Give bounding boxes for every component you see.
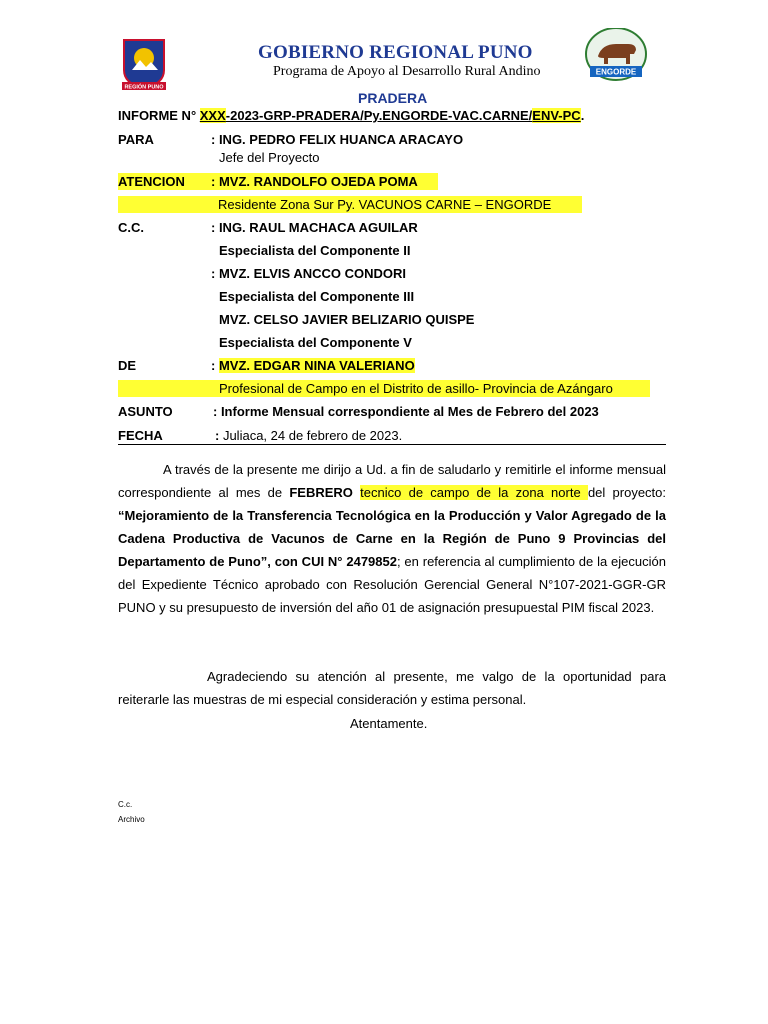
fecha-colon: :: [215, 428, 220, 443]
asunto-label: ASUNTO: [118, 404, 173, 419]
cc-role-3: Especialista del Componente V: [219, 335, 412, 350]
p1-intro: A través de la presente me dirijo a Ud. a fin de saludarlo y remitirle el informe mensual correspondiente al mes de: [118, 462, 666, 500]
org-name: GOBIERNO REGIONAL PUNO: [258, 42, 533, 63]
de-value: [211, 358, 415, 373]
logo-left-text: REGIÓN PUNO: [124, 84, 164, 91]
department-title: PRADERA: [358, 90, 428, 106]
report-middle: -2023-GRP-PRADERA/Py.ENGORDE-VAC.CARNE/: [225, 108, 533, 123]
engorde-logo: [584, 28, 648, 84]
report-prefix: INFORME N°: [118, 108, 200, 123]
p1-project-name: “Mejoramiento de la Transferencia Tecnológica en la Producción y Valor Agregado de la Cadena Productiva de Vacunos de Carne en la Región de Puno 9 Provincias del Departamento de Puno”, con CUI N° 2479852: [118, 508, 666, 569]
org-program: Programa de Apoyo al Desarrollo Rural Andino: [273, 64, 541, 79]
atencion-role: Residente Zona Sur Py. VACUNOS CARNE – ENGORDE: [218, 197, 552, 212]
de-colon: :: [211, 358, 219, 373]
p1-highlight: tecnico de campo de la zona norte: [360, 485, 588, 500]
cc-role-2: Especialista del Componente III: [219, 289, 415, 304]
footer-cc: C.c.: [118, 800, 133, 809]
atencion-name: : MVZ. RANDOLFO OJEDA POMA: [211, 174, 418, 189]
atencion-label: ATENCION: [118, 174, 185, 189]
p1-rest: ; en referencia al cumplimiento de la ejecución del Expediente Técnico aprobado con Resolución Gerencial General N°107-2021-GGR-GR PUNO y su presupuesto de inversión del año 01 de asignación presupuestal PIM fiscal 2023.: [118, 554, 666, 615]
de-role: Profesional de Campo en el Distrito de asillo- Provincia de Azángaro: [219, 381, 613, 396]
cc-name-1: : ING. RAUL MACHACA AGUILAR: [211, 220, 418, 235]
asunto-value: : Informe Mensual correspondiente al Mes de Febrero del 2023: [213, 404, 599, 419]
report-number-line: [118, 108, 584, 123]
de-label: DE: [118, 358, 137, 373]
fecha-date: Juliaca, 24 de febrero de 2023.: [219, 428, 403, 443]
logo-right-text: ENGORDE: [595, 67, 637, 77]
de-name: MVZ. EDGAR NINA VALERIANO: [218, 358, 415, 373]
closing: Atentamente.: [350, 716, 428, 731]
body-paragraph-2: Agradeciendo su atención al presente, me valgo de la oportunidad para reiterarle las muestras de mi especial consideración y estima personal.: [118, 669, 666, 707]
report-end: .: [580, 108, 585, 123]
cc-role-1: Especialista del Componente II: [219, 243, 411, 258]
p1-project-intro: del proyecto:: [587, 485, 667, 500]
para-label: PARA: [118, 132, 154, 147]
cc-name-3: MVZ. CELSO JAVIER BELIZARIO QUISPE: [219, 312, 475, 327]
para-role: Jefe del Proyecto: [219, 150, 320, 165]
cc-label: C.C.: [118, 220, 144, 235]
para-name: : ING. PEDRO FELIX HUANCA ARACAYO: [211, 132, 464, 147]
footer-archivo: Archivo: [118, 815, 145, 824]
header-divider: [118, 444, 666, 445]
p1-month: FEBRERO: [289, 485, 353, 500]
body-paragraph-1: [118, 458, 666, 619]
fecha-value: [215, 428, 402, 443]
cc-name-2: : MVZ. ELVIS ANCCO CONDORI: [211, 266, 406, 281]
region-puno-logo: [118, 36, 170, 92]
report-suffix: ENV-PC: [532, 108, 581, 123]
fecha-label: FECHA: [118, 428, 163, 443]
report-number: XXX: [199, 108, 226, 123]
